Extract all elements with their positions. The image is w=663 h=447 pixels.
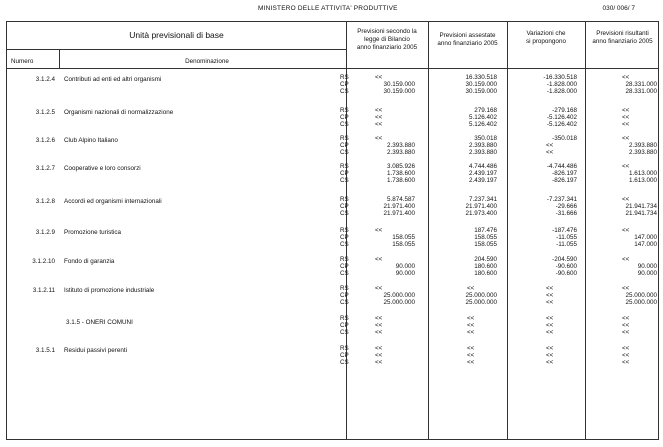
value-cell: <<	[467, 285, 475, 292]
line-type: CP	[340, 352, 349, 359]
value-cell: <<	[375, 285, 383, 292]
value-cell: -29.666	[555, 203, 577, 210]
value-cell: 90.000	[637, 270, 657, 277]
value-cell: 1.613.000	[628, 170, 657, 177]
row-denomination: Club Alpino Italiano	[64, 137, 118, 144]
value-cell: <<	[546, 299, 554, 306]
line-type: RS	[340, 285, 349, 292]
value-cell: <<	[375, 74, 383, 81]
row-line-rs	[340, 135, 660, 142]
row-line-cs	[340, 121, 660, 128]
value-cell: 187.476	[474, 227, 497, 234]
value-cell: -11.055	[556, 234, 577, 241]
row-line-cp	[340, 263, 660, 270]
table-row	[7, 226, 660, 256]
row-number: 3.1.2.8	[35, 198, 55, 205]
value-cell: <<	[546, 315, 554, 322]
row-line-rs	[340, 163, 660, 170]
row-line-cp	[340, 322, 660, 329]
line-type: CP	[340, 234, 349, 241]
row-line-cs	[340, 210, 660, 217]
value-cell: <<	[375, 121, 383, 128]
value-cell: -5.126.402	[546, 114, 577, 121]
value-cell: 21.973.400	[465, 210, 497, 217]
value-cell: <<	[375, 135, 383, 142]
value-cell: <<	[622, 315, 630, 322]
table-row	[7, 195, 660, 225]
value-cell: 147.000	[634, 234, 657, 241]
header-line: anno finanziario 2005	[356, 44, 418, 51]
value-cell: <<	[375, 227, 383, 234]
row-line-rs	[340, 345, 660, 352]
value-cell: <<	[622, 196, 630, 203]
row-line-cp	[340, 142, 660, 149]
header-line: Previsioni assestate	[439, 32, 496, 39]
value-cell: 30.159.000	[465, 81, 497, 88]
row-line-cp	[340, 234, 660, 241]
row-number: 3.1.2.5	[35, 109, 55, 116]
value-cell: 147.000	[634, 241, 657, 248]
row-number: 3.1.2.6	[35, 137, 55, 144]
line-type: RS	[340, 163, 349, 170]
page-number: 030/ 006/ 7	[602, 5, 635, 12]
value-cell: <<	[375, 352, 383, 359]
value-cell: 2.393.880	[628, 142, 657, 149]
row-denomination: Residui passivi perenti	[64, 347, 127, 354]
line-type: RS	[340, 227, 349, 234]
row-line-rs	[340, 196, 660, 203]
value-cell: 279.168	[474, 107, 497, 114]
value-cell: 1.738.600	[386, 170, 415, 177]
page-header	[0, 5, 663, 17]
value-cell: 16.330.518	[465, 74, 497, 81]
row-line-cp	[340, 114, 660, 121]
line-type: RS	[340, 135, 349, 142]
value-cell: <<	[622, 256, 630, 263]
value-cell: <<	[622, 329, 630, 336]
value-cell: 4.744.486	[468, 163, 497, 170]
value-cell: 90.000	[637, 263, 657, 270]
row-number: 3.1.2.9	[35, 229, 55, 236]
line-type: CP	[340, 322, 349, 329]
value-cell: 30.159.000	[383, 81, 415, 88]
column-header-numero: Numero	[11, 58, 34, 65]
table-row	[7, 73, 660, 103]
value-cell: 2.439.197	[468, 177, 497, 184]
value-cell: <<	[622, 163, 630, 170]
row-number: 3.1.5.1	[35, 347, 55, 354]
value-cell: 180.600	[474, 263, 497, 270]
line-type: RS	[340, 256, 349, 263]
row-line-cs	[340, 270, 660, 277]
value-cell: 1.738.600	[386, 177, 415, 184]
column-header-variazioni	[507, 30, 585, 46]
line-type: CP	[340, 203, 349, 210]
line-type: CP	[340, 292, 349, 299]
column-divider	[59, 49, 60, 68]
line-type: CP	[340, 81, 349, 88]
row-denomination: Contributi ad enti ed altri organismi	[64, 76, 162, 83]
value-cell: <<	[546, 359, 554, 366]
value-cell: 21.941.734	[625, 203, 657, 210]
value-cell: 25.000.000	[625, 299, 657, 306]
value-cell: <<	[467, 322, 475, 329]
value-cell: -279.168	[552, 107, 577, 114]
value-cell: -7.237.341	[546, 196, 577, 203]
value-cell: 90.000	[395, 270, 415, 277]
value-cell: -4.744.486	[546, 163, 577, 170]
row-number: 3.1.2.4	[35, 76, 55, 83]
header-line: Previsioni secondo la	[357, 28, 417, 35]
row-line-cs	[340, 88, 660, 95]
row-line-cs	[340, 149, 660, 156]
row-line-cs	[340, 359, 660, 366]
value-cell: <<	[467, 359, 475, 366]
value-cell: 158.055	[474, 241, 497, 248]
row-line-cp	[340, 203, 660, 210]
header-line: Previsioni risultanti	[596, 30, 649, 37]
row-denomination: Istituto di promozione industriale	[64, 287, 155, 294]
value-cell: 1.613.000	[628, 177, 657, 184]
value-cell: <<	[622, 114, 630, 121]
row-line-cs	[340, 241, 660, 248]
value-cell: 25.000.000	[383, 292, 415, 299]
line-type: CS	[340, 329, 349, 336]
line-type: CS	[340, 88, 349, 95]
value-cell: -350.018	[552, 135, 577, 142]
line-type: CS	[340, 177, 349, 184]
row-line-rs	[340, 74, 660, 81]
line-type: CP	[340, 114, 349, 121]
line-type: CS	[340, 121, 349, 128]
value-cell: -1.828.000	[546, 81, 577, 88]
row-denomination: Fondo di garanzia	[64, 258, 115, 265]
value-cell: <<	[546, 352, 554, 359]
line-type: RS	[340, 345, 349, 352]
table-row	[7, 255, 660, 285]
value-cell: <<	[375, 107, 383, 114]
line-type: CS	[340, 149, 349, 156]
row-line-cs	[340, 177, 660, 184]
table-row	[7, 106, 660, 136]
value-cell: 3.085.926	[386, 163, 415, 170]
value-cell: -90.600	[555, 270, 577, 277]
line-type: CS	[340, 270, 349, 277]
value-cell: -31.666	[555, 210, 577, 217]
value-cell: 28.331.000	[625, 81, 657, 88]
row-line-rs	[340, 315, 660, 322]
value-cell: <<	[546, 329, 554, 336]
value-cell: -1.828.000	[546, 88, 577, 95]
value-cell: 350.018	[474, 135, 497, 142]
value-cell: 5.126.402	[468, 121, 497, 128]
unit-title: Unità previsionali di base	[129, 30, 224, 40]
value-cell: 25.000.000	[465, 299, 497, 306]
header-line: Variazioni che	[526, 30, 566, 37]
row-denomination: 3.1.5 - ONERI COMUNI	[66, 319, 133, 326]
column-header-assestate	[428, 32, 507, 48]
value-cell: -90.600	[555, 263, 577, 270]
ministry-name: MINISTERO DELLE ATTIVITA' PRODUTTIVE	[258, 5, 398, 12]
value-cell: 158.055	[392, 241, 415, 248]
value-cell: <<	[375, 315, 383, 322]
value-cell: 5.874.587	[386, 196, 415, 203]
table-row	[7, 162, 660, 192]
value-cell: 30.159.000	[383, 88, 415, 95]
header-line: si propongono	[526, 38, 566, 45]
line-type: RS	[340, 74, 349, 81]
value-cell: <<	[622, 74, 630, 81]
value-cell: 2.393.880	[468, 149, 497, 156]
value-cell: <<	[467, 315, 475, 322]
value-cell: 158.055	[474, 234, 497, 241]
value-cell: <<	[546, 149, 554, 156]
budget-table	[6, 21, 659, 440]
line-type: CP	[340, 170, 349, 177]
column-header-denominazione: Denominazione	[185, 58, 229, 65]
header-line: anno finanziario 2005	[437, 40, 498, 47]
row-line-rs	[340, 285, 660, 292]
value-cell: 5.126.402	[468, 114, 497, 121]
value-cell: 21.971.400	[383, 203, 415, 210]
column-header-bilancio	[346, 28, 428, 52]
value-cell: <<	[375, 329, 383, 336]
value-cell: -826.197	[552, 177, 577, 184]
value-cell: 158.055	[392, 234, 415, 241]
value-cell: <<	[375, 114, 383, 121]
row-line-rs	[340, 107, 660, 114]
value-cell: 204.590	[474, 256, 497, 263]
row-denomination: Cooperative e loro consorzi	[64, 165, 141, 172]
value-cell: 90.000	[395, 263, 415, 270]
column-header-risultanti	[585, 30, 660, 46]
value-cell: 21.971.400	[383, 210, 415, 217]
header-line: legge di Bilancio	[364, 36, 410, 43]
value-cell: <<	[622, 121, 630, 128]
row-line-cp	[340, 81, 660, 88]
value-cell: <<	[622, 322, 630, 329]
value-cell: <<	[622, 352, 630, 359]
value-cell: <<	[467, 345, 475, 352]
value-cell: -5.126.402	[546, 121, 577, 128]
value-cell: <<	[375, 322, 383, 329]
row-line-cs	[340, 299, 660, 306]
row-line-cs	[340, 329, 660, 336]
value-cell: <<	[622, 107, 630, 114]
line-type: CS	[340, 299, 349, 306]
table-row	[7, 314, 660, 344]
row-line-cp	[340, 170, 660, 177]
value-cell: 25.000.000	[465, 292, 497, 299]
value-cell: 30.159.000	[465, 88, 497, 95]
table-row	[7, 344, 660, 374]
table-row	[7, 284, 660, 314]
value-cell: <<	[546, 292, 554, 299]
row-line-rs	[340, 227, 660, 234]
value-cell: <<	[622, 359, 630, 366]
value-cell: -11.055	[556, 241, 577, 248]
row-denomination: Promozione turistica	[64, 229, 122, 236]
value-cell: 21.971.400	[465, 203, 497, 210]
row-denomination: Organismi nazionali di normalizzazione	[64, 109, 174, 116]
header-divider	[7, 49, 346, 50]
value-cell: 25.000.000	[383, 299, 415, 306]
row-line-cp	[340, 352, 660, 359]
row-line-rs	[340, 256, 660, 263]
line-type: CS	[340, 241, 349, 248]
value-cell: 180.600	[474, 270, 497, 277]
row-number: 3.1.2.7	[35, 165, 55, 172]
header-line: anno finanziario 2005	[592, 38, 653, 45]
row-line-cp	[340, 292, 660, 299]
value-cell: <<	[546, 142, 554, 149]
value-cell: -826.197	[552, 170, 577, 177]
table-row	[7, 134, 660, 164]
value-cell: 2.393.880	[628, 149, 657, 156]
value-cell: <<	[467, 329, 475, 336]
line-type: CS	[340, 210, 349, 217]
value-cell: 21.941.734	[625, 210, 657, 217]
value-cell: <<	[375, 256, 383, 263]
value-cell: <<	[375, 345, 383, 352]
value-cell: 2.393.880	[386, 142, 415, 149]
value-cell: <<	[622, 285, 630, 292]
line-type: RS	[340, 196, 349, 203]
row-number: 3.1.2.10	[32, 258, 55, 265]
value-cell: 2.439.197	[468, 170, 497, 177]
header-divider	[7, 68, 658, 69]
line-type: CP	[340, 142, 349, 149]
value-cell: <<	[546, 285, 554, 292]
value-cell: <<	[622, 345, 630, 352]
value-cell: -204.590	[552, 256, 577, 263]
value-cell: 25.000.000	[625, 292, 657, 299]
value-cell: 28.331.000	[625, 88, 657, 95]
row-number: 3.1.2.11	[32, 287, 55, 294]
value-cell: <<	[375, 359, 383, 366]
value-cell: 7.237.341	[468, 196, 497, 203]
value-cell: <<	[622, 227, 630, 234]
line-type: RS	[340, 315, 349, 322]
value-cell: <<	[467, 352, 475, 359]
value-cell: <<	[546, 345, 554, 352]
line-type: CS	[340, 359, 349, 366]
line-type: RS	[340, 107, 349, 114]
value-cell: 2.393.880	[468, 142, 497, 149]
value-cell: -16.330.518	[543, 74, 577, 81]
value-cell: 2.393.880	[386, 149, 415, 156]
value-cell: <<	[622, 135, 630, 142]
row-denomination: Accordi ed organismi internazionali	[64, 198, 162, 205]
value-cell: -187.476	[552, 227, 577, 234]
line-type: CP	[340, 263, 349, 270]
value-cell: <<	[546, 322, 554, 329]
